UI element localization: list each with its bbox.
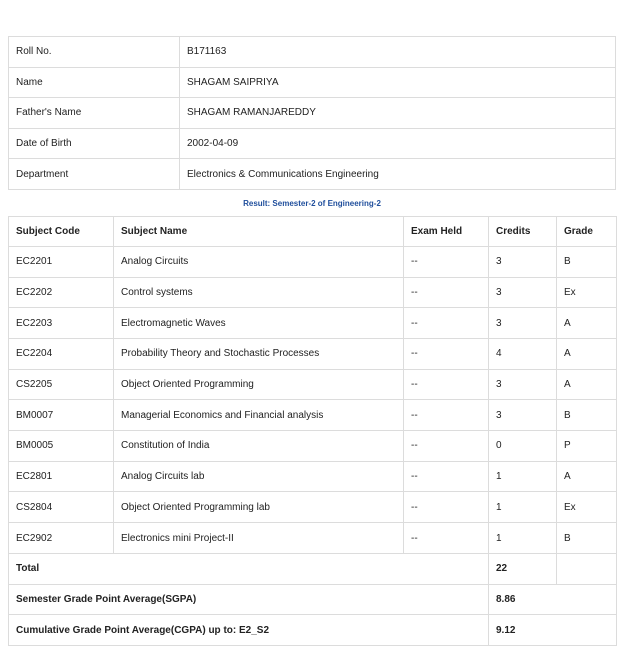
info-value: SHAGAM RAMANJAREDDY [180, 98, 616, 129]
result-caption: Result: Semester-2 of Engineering-2 [243, 198, 381, 208]
subject-code: BM0005 [9, 431, 114, 462]
credits: 4 [489, 339, 557, 370]
cgpa-value: 9.12 [489, 615, 617, 646]
credits: 1 [489, 492, 557, 523]
credits: 0 [489, 431, 557, 462]
sgpa-label: Semester Grade Point Average(SGPA) [9, 584, 489, 615]
exam-held: -- [404, 339, 489, 370]
table-row [9, 431, 617, 462]
exam-held: -- [404, 308, 489, 339]
credits: 3 [489, 246, 557, 277]
subject-code: EC2902 [9, 523, 114, 554]
subject-name: Constitution of India [114, 431, 404, 462]
subject-name: Managerial Economics and Financial analysis [114, 400, 404, 431]
info-value: 2002-04-09 [180, 128, 616, 159]
result-header-row [9, 216, 617, 246]
info-value: B171163 [180, 37, 616, 68]
exam-held: -- [404, 369, 489, 400]
subject-name: Electronics mini Project-II [114, 523, 404, 554]
exam-held: -- [404, 523, 489, 554]
info-row-roll-no [9, 37, 616, 68]
credits: 3 [489, 400, 557, 431]
grade: A [557, 339, 617, 370]
grade: B [557, 523, 617, 554]
credits: 3 [489, 277, 557, 308]
info-row-name [9, 67, 616, 98]
subject-name: Object Oriented Programming [114, 369, 404, 400]
grade: Ex [557, 492, 617, 523]
exam-held: -- [404, 461, 489, 492]
subject-name: Control systems [114, 277, 404, 308]
sgpa-value: 8.86 [489, 584, 617, 615]
table-row [9, 369, 617, 400]
exam-held: -- [404, 431, 489, 462]
sgpa-row [9, 584, 617, 615]
info-row-fathers-name [9, 98, 616, 129]
subject-name: Object Oriented Programming lab [114, 492, 404, 523]
table-row [9, 492, 617, 523]
subject-name: Electromagnetic Waves [114, 308, 404, 339]
header-subject-name: Subject Name [114, 216, 404, 246]
grade: A [557, 308, 617, 339]
subject-code: EC2203 [9, 308, 114, 339]
subject-code: BM0007 [9, 400, 114, 431]
info-value: SHAGAM SAIPRIYA [180, 67, 616, 98]
table-row [9, 461, 617, 492]
table-row [9, 277, 617, 308]
subject-code: EC2204 [9, 339, 114, 370]
cgpa-row [9, 615, 617, 646]
info-row-department [9, 159, 616, 190]
grade: B [557, 246, 617, 277]
subject-name: Analog Circuits [114, 246, 404, 277]
grade: A [557, 461, 617, 492]
info-label: Roll No. [9, 37, 180, 68]
subject-name: Probability Theory and Stochastic Processes [114, 339, 404, 370]
subject-name: Analog Circuits lab [114, 461, 404, 492]
header-exam-held: Exam Held [404, 216, 489, 246]
total-row [9, 553, 617, 584]
info-row-date-of-birth [9, 128, 616, 159]
exam-held: -- [404, 492, 489, 523]
table-row [9, 523, 617, 554]
grade: B [557, 400, 617, 431]
total-label: Total [9, 553, 489, 584]
info-label: Department [9, 159, 180, 190]
total-credits: 22 [489, 553, 557, 584]
exam-held: -- [404, 246, 489, 277]
exam-held: -- [404, 277, 489, 308]
result-sheet [8, 36, 616, 646]
table-row [9, 308, 617, 339]
subject-code: CS2205 [9, 369, 114, 400]
result-table [8, 216, 617, 646]
table-row [9, 339, 617, 370]
credits: 1 [489, 523, 557, 554]
subject-code: CS2804 [9, 492, 114, 523]
header-grade: Grade [557, 216, 617, 246]
grade: Ex [557, 277, 617, 308]
exam-held: -- [404, 400, 489, 431]
subject-code: EC2801 [9, 461, 114, 492]
header-credits: Credits [489, 216, 557, 246]
student-info-table [8, 36, 616, 190]
cgpa-label: Cumulative Grade Point Average(CGPA) up to: E2_S2 [9, 615, 489, 646]
credits: 3 [489, 308, 557, 339]
subject-code: EC2201 [9, 246, 114, 277]
total-grade-empty [557, 553, 617, 584]
info-value: Electronics & Communications Engineering [180, 159, 616, 190]
header-subject-code: Subject Code [9, 216, 114, 246]
info-label: Date of Birth [9, 128, 180, 159]
info-label: Name [9, 67, 180, 98]
credits: 3 [489, 369, 557, 400]
info-label: Father's Name [9, 98, 180, 129]
table-row [9, 246, 617, 277]
grade: P [557, 431, 617, 462]
subject-code: EC2202 [9, 277, 114, 308]
credits: 1 [489, 461, 557, 492]
grade: A [557, 369, 617, 400]
table-row [9, 400, 617, 431]
